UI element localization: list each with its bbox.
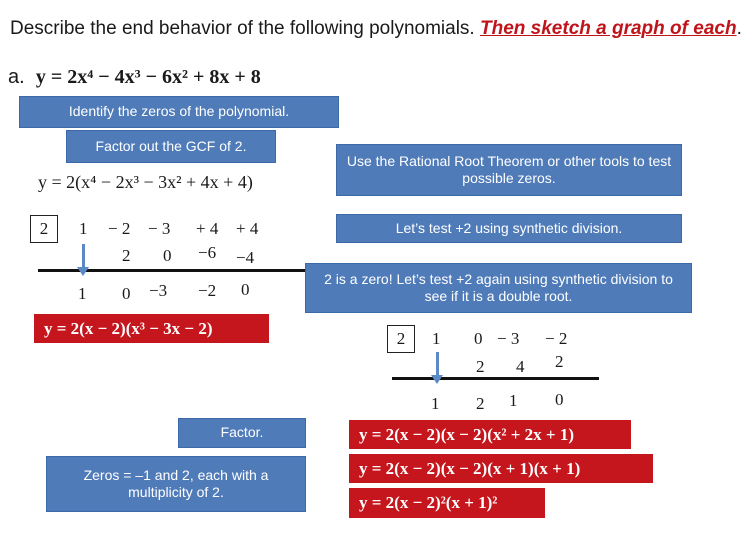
rational-root-box: Use the Rational Root Theorem or other tools to test possible zeros.: [336, 144, 682, 196]
factored-result-4: y = 2(x − 2)²(x + 1)²: [349, 488, 545, 518]
coefficient: + 4: [236, 219, 259, 238]
bring-down-arrow-icon: [82, 244, 85, 268]
result: 1: [509, 391, 518, 410]
instruction-heading: [10, 18, 742, 40]
factored-result-2: y = 2(x − 2)(x − 2)(x² + 2x + 1): [349, 420, 631, 449]
result: 1: [78, 284, 87, 303]
coefficient: − 3: [497, 329, 520, 348]
result: 1: [431, 394, 440, 413]
zeros-result-box: Zeros = –1 and 2, each with a multiplicity of 2.: [46, 456, 306, 512]
product: 2: [555, 352, 564, 371]
gcf-equation: y = 2(x⁴ − 2x³ − 3x² + 4x + 4): [38, 172, 253, 192]
result: 0: [122, 284, 131, 303]
coefficient: − 2: [108, 219, 131, 238]
product: −4: [236, 248, 255, 267]
problem-equation: y = 2x⁴ − 4x³ − 6x² + 8x + 8: [35, 66, 261, 88]
coefficient: − 2: [545, 329, 568, 348]
divisor-box: 2: [30, 215, 58, 243]
result: 2: [476, 394, 485, 413]
coefficient: + 4: [196, 219, 219, 238]
product: 2: [122, 246, 131, 265]
product: −6: [198, 243, 217, 262]
problem-a: [8, 66, 261, 89]
coefficient: 1: [432, 329, 441, 348]
result: −3: [149, 281, 168, 300]
result-remainder: 0: [241, 280, 250, 299]
coefficient: 0: [474, 329, 483, 348]
result-remainder: 0: [555, 390, 564, 409]
divisor-box: 2: [387, 325, 415, 353]
product: 2: [476, 357, 485, 376]
instruction-text: Describe the end behavior of the following polynomials.: [10, 18, 480, 39]
result: −2: [198, 281, 217, 300]
double-root-box: 2 is a zero! Let’s test +2 again using synthetic division to see if it is a double root.: [305, 263, 692, 313]
product: 4: [516, 357, 525, 376]
coefficient: − 3: [148, 219, 171, 238]
instruction-emphasis: Then sketch a graph of each: [480, 18, 737, 39]
division-line: [392, 377, 599, 380]
product: 0: [163, 246, 172, 265]
factor-gcf-box: Factor out the GCF of 2.: [66, 130, 276, 163]
lets-test-box: Let’s test +2 using synthetic division.: [336, 214, 682, 243]
instruction-end: .: [736, 18, 742, 39]
coefficient: 1: [79, 219, 88, 238]
identify-zeros-box: Identify the zeros of the polynomial.: [19, 96, 339, 128]
factor-box: Factor.: [178, 418, 306, 448]
factored-result-3: y = 2(x − 2)(x − 2)(x + 1)(x + 1): [349, 454, 653, 483]
problem-label: a.: [8, 66, 25, 88]
factored-result-1: y = 2(x − 2)(x³ − 3x − 2): [34, 314, 269, 343]
bring-down-arrow-icon: [436, 352, 439, 376]
